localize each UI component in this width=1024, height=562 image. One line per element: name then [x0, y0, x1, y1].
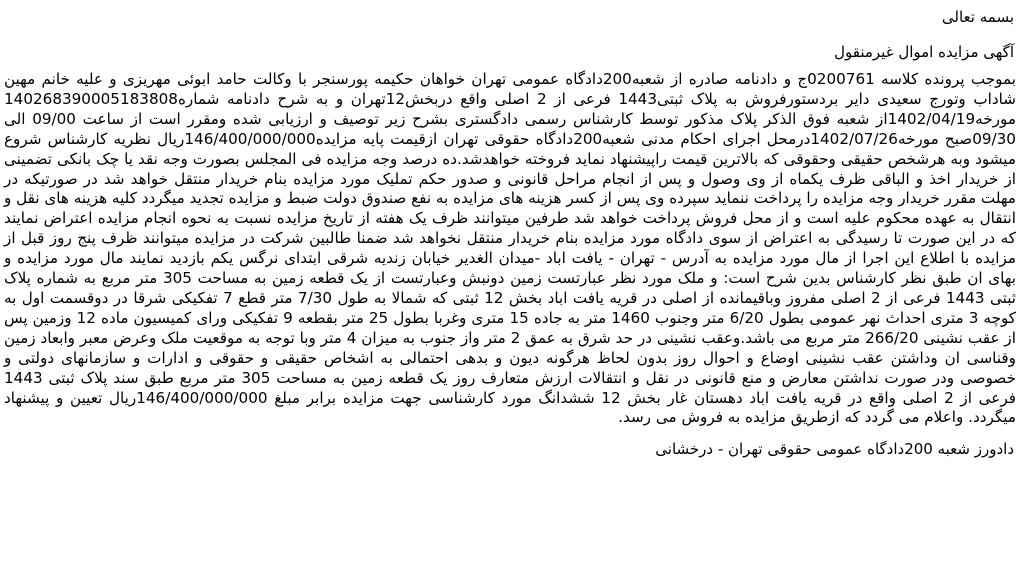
- notice-title: آگهی مزایده اموال غیرمنقول: [834, 43, 1014, 61]
- invocation-heading: بسمه تعالی: [941, 8, 1014, 26]
- notice-document: [4, 6, 1016, 460]
- notice-body: بموجب پرونده کلاسه 0200761ج و دادنامه صادره از شعبه200دادگاه عمومی تهران خواهان حکیمه پورسنجر با وکالت حامد ابوئی مهریزی و علیه خانم مهین شاداب وتورج سعیدی دایر بردستورفروش به پلاک ثبتی1443 فرعی از 2 اصلی واقع دربخش12تهران و به شرح دادنامه شماره140268390005183808 مورخه1402/04/19از شعبه فوق الذکر پلاک مذکور توسط کارشناس رسمی دادگستری بشرح زیر توصیف و ارزیابی شده ومقرر است از ساعت 09/00 الی 09/30صبح مورخه1402/07/26درمحل اجرای احکام مدنی شعبه200دادگاه حقوقی تهران ازقیمت پایه مزایده146/400/000/000ریال نظریه کارشناس شروع میشود وبه هرشخص حقیقی وحقوقی که بالاترین قیمت راپیشنهاد نماید فروخته خواهدشد.ده درصد وجه مزایده فی المجلس بصورت وجه نقد یا چک بانکی تضمینی از خریدار اخذ و الباقی ظرف یکماه از وی وصول و پس از انجام مراحل قانونی و صدور حکم تملیک مورد مزایده بنام خریدار منتقل خواهد شد در صورتیکه در مهلت مقرر خریدار وجه مزایده را پرداخت ننماید سپرده وی پس از کسر هزینه های مزایده به نفع صندوق دولت ضبط و مزایده تجدید میگردد کلیه هزینه های نقل و انتقال به عهده محکوم علیه است و از محل فروش پرداخت خواهد شد طرفین میتوانند ظرف یک هفته از تاریخ مزایده نسبت به نحوه انجام مزایده اعتراض نمایند که در این صورت تا رسیدگی به اعتراض از سوی دادگاه مورد مزایده بنام خریدار منتقل نخواهد شد ضمنا طالبین شرکت در مزایده میتوانند ظرف پنج روز قبل از مزایده با اطلاع این اجرا از مال مورد مزایده به آدرس - تهران - یافت اباد -میدان الغدیر خیابان زندیه شرقی ابتدای نرگس یکم بازدید نمایند مال مورد مزایده و بهای ان طبق نظر کارشناس بدین شرح است: و ملک مورد نظر عبارتست زمین دونبش وعبارتست از یک قطعه زمین به مساحت 305 متر مربع به شماره پلاک ثبتی 1443 فرعی از 2 اصلی مفروز وباقیمانده از اصلی در قریه یافت اباد بخش 12 ثبتی که شمالا به طول 7/30 متر قطع 7 تفکیکی شرقا در دوقسمت اول به کوچه 3 متری احداث نهر عمومی بطول 6/20 متر وجنوب 1460 متر به جاده 15 متری وغربا بطول 25 متر بقطعه 9 تفکیکی ورای کمیسیون ماده 12 وزمین پس از عقب نشینی 266/20 متر مربع می باشد.وعقب نشینی در حد شرق به عمق 2 متر واز جنوب به میزان 4 متر وبا توجه به موقعیت ملک وعرض معبر وابعاد زمین وقناسی ان وداشتن عقب نشینی اوضاع و احوال روز بدون لحاظ هرگونه دیون و بدهی احتمالی به اشخاص حقیقی و حقوقی و ادارات و سازمانهای دولتی و خصوصی ودر صورت نداشتن معارض و منع قانونی در نقل و انتقالات ارزش متعارف روز یک قطعه زمین به مساحت 305 متر مربع طبق سند پلاک ثبتی 1443 فرعی از 2 اصلی واقع در قریه یافت اباد دهستان غار بخش 12 ششدانگ مورد کارشناسی جهت مزایده برابر مبلغ 146/400/000/000ریال تعیین و پیشنهاد میگردد. واعلام می گردد که ازطریق مزایده به فروش می رسد.: [4, 70, 1017, 427]
- signature-line: دادورز شعبه 200دادگاه عمومی حقوقی تهران - درخشانی: [655, 440, 1014, 459]
